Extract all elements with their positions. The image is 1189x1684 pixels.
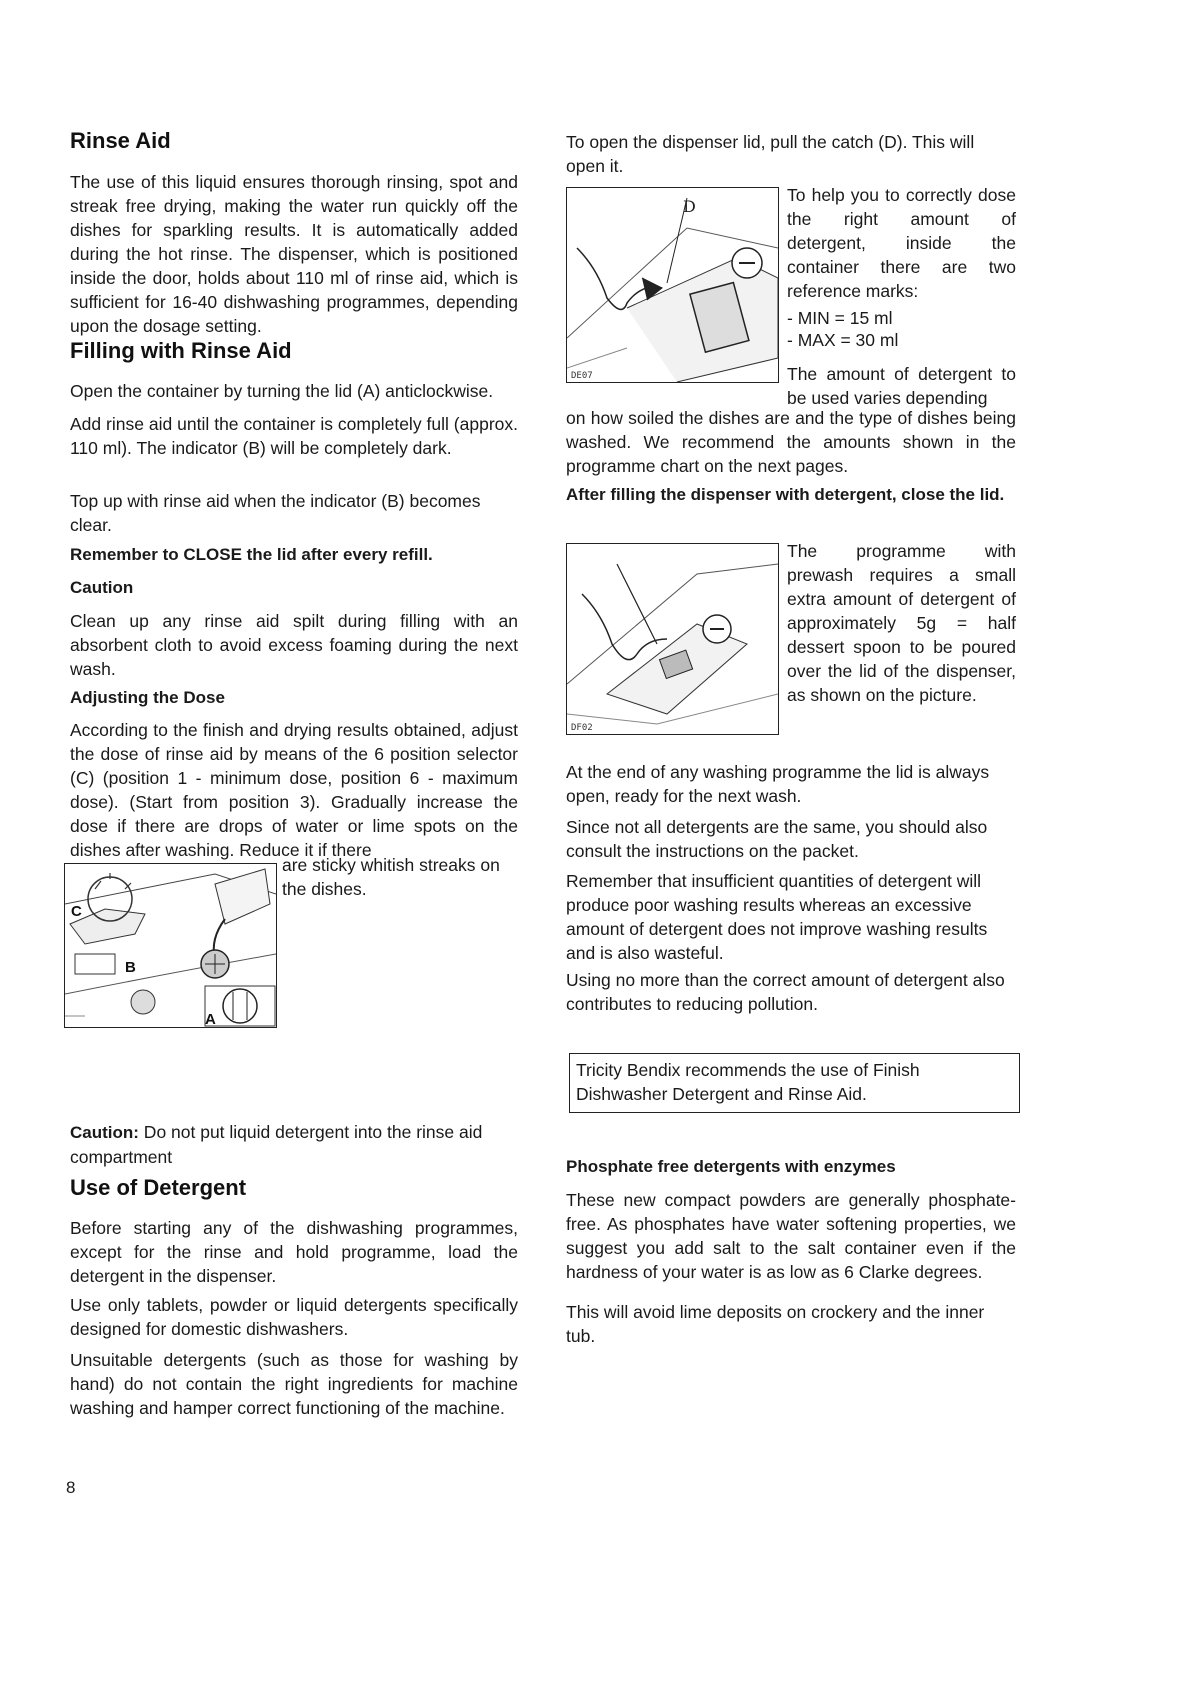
max-mark: - MAX = 30 ml	[787, 330, 899, 350]
rinse-aid-dispenser-illustration	[65, 864, 276, 1027]
after-filling-note: After filling the dispenser with detergent, close the lid.	[566, 485, 1005, 504]
prewash-text: The programme with prewash requires a small extra amount of detergent of approximately 5g = half dessert spoon to be poured over the lid of the dispenser, as shown on the picture.	[787, 541, 1016, 705]
remember-insufficient-text: Remember that insufficient quantities of detergent will produce poor washing results whereas an excessive amount of detergent does not improve washing results and is also wasteful.	[566, 871, 988, 963]
fig1-label-c: C	[71, 903, 82, 920]
using-correct-amount-text: Using no more than the correct amount of detergent also contributes to reducing pollution.	[566, 970, 1005, 1014]
prewash-figure	[566, 543, 779, 735]
filling-p2: Add rinse aid until the container is completely full (approx. 110 ml). The indicator (B) will be completely dark.	[70, 414, 518, 458]
detergent-p3: Unsuitable detergents (such as those for washing by hand) do not contain the right ingredients for machine washing and hamper correct functioning of the machine.	[70, 1350, 518, 1418]
phosphate-text: These new compact powders are generally phosphate-free. As phosphates have water softening properties, we suggest you add salt to the salt container even if the hardness of your water is as low as 6 Clarke degrees.	[566, 1190, 1016, 1282]
adjusting-text: According to the finish and drying results obtained, adjust the dose of rinse aid by means of the 6 position selector (C) (position 1 - minimum dose, position 6 - maximum dose). (Start from position 3). Gradually increase the dose if there are drops of water or lime spots on the dishes after washing. Reduce it if there	[70, 720, 518, 860]
recommendation-text: Tricity Bendix recommends the use of Finish Dishwasher Detergent and Rinse Aid.	[576, 1060, 920, 1104]
caution-detergent-note	[70, 1120, 518, 1169]
caution-detergent-text: Do not put liquid detergent into the rinse aid compartment	[70, 1122, 483, 1167]
filling-p1: Open the container by turning the lid (A) anticlockwise.	[70, 381, 494, 401]
detergent-lid-illustration	[567, 188, 778, 382]
filling-p3: Top up with rinse aid when the indicator (B) becomes clear.	[70, 491, 481, 535]
dose-text: To help you to correctly dose the right amount of detergent, inside the container there are two reference marks:	[787, 185, 1016, 301]
remember-close-note: Remember to CLOSE the lid after every refill.	[70, 545, 433, 564]
caution-text: Clean up any rinse aid spilt during filling with an absorbent cloth to avoid excess foaming during the next wash.	[70, 611, 518, 679]
fig1-label-b: B	[125, 959, 136, 976]
detergent-heading: Use of Detergent	[70, 1175, 247, 1200]
filling-heading: Filling with Rinse Aid	[70, 338, 292, 363]
caution-heading: Caution	[70, 578, 134, 597]
rinse-aid-text: The use of this liquid ensures thorough rinsing, spot and streak free drying, making the water run quickly off the dishes for sparkling results. It is automatically added during the hot rinse. The dispenser, which is positioned inside the door, holds about 110 ml of rinse aid, which is sufficient for 16-40 dishwashing programmes, depending upon the dosage setting.	[70, 172, 518, 336]
open-lid-text: To open the dispenser lid, pull the catch (D). This will open it.	[566, 132, 975, 176]
detergent-lid-figure	[566, 187, 779, 383]
not-all-detergents-text: Since not all detergents are the same, you should also consult the instructions on the packet.	[566, 817, 988, 861]
detergent-p2: Use only tablets, powder or liquid detergents specifically designed for domestic dishwashers.	[70, 1295, 518, 1339]
fig2-label-d: D	[683, 197, 696, 216]
fig3-code: DF02	[571, 723, 593, 733]
rinse-aid-dispenser-figure	[64, 863, 277, 1028]
min-mark: - MIN = 15 ml	[787, 308, 893, 328]
adjusting-text-side: are sticky whitish streaks on the dishes.	[282, 855, 500, 899]
page-number: 8	[66, 1478, 76, 1497]
amount-text: on how soiled the dishes are and the type of dishes being washed. We recommend the amounts shown in the programme chart on the next pages.	[566, 408, 1016, 476]
detergent-p1: Before starting any of the dishwashing programmes, except for the rinse and hold programme, load the detergent in the dispenser.	[70, 1218, 518, 1286]
end-of-programme-text: At the end of any washing programme the lid is always open, ready for the next wash.	[566, 762, 990, 806]
rinse-aid-heading: Rinse Aid	[70, 128, 171, 153]
amount-text-side: The amount of detergent to be used varies depending	[787, 364, 1016, 408]
lime-deposit-text: This will avoid lime deposits on crockery and the inner tub.	[566, 1302, 985, 1346]
phosphate-heading: Phosphate free detergents with enzymes	[566, 1157, 896, 1176]
fig2-code: DE07	[571, 371, 593, 381]
prewash-illustration	[567, 544, 778, 734]
caution-detergent-label: Caution:	[70, 1123, 139, 1142]
fig1-label-a: A	[205, 1011, 216, 1027]
recommendation-box	[569, 1053, 1020, 1113]
adjusting-heading: Adjusting the Dose	[70, 688, 225, 707]
